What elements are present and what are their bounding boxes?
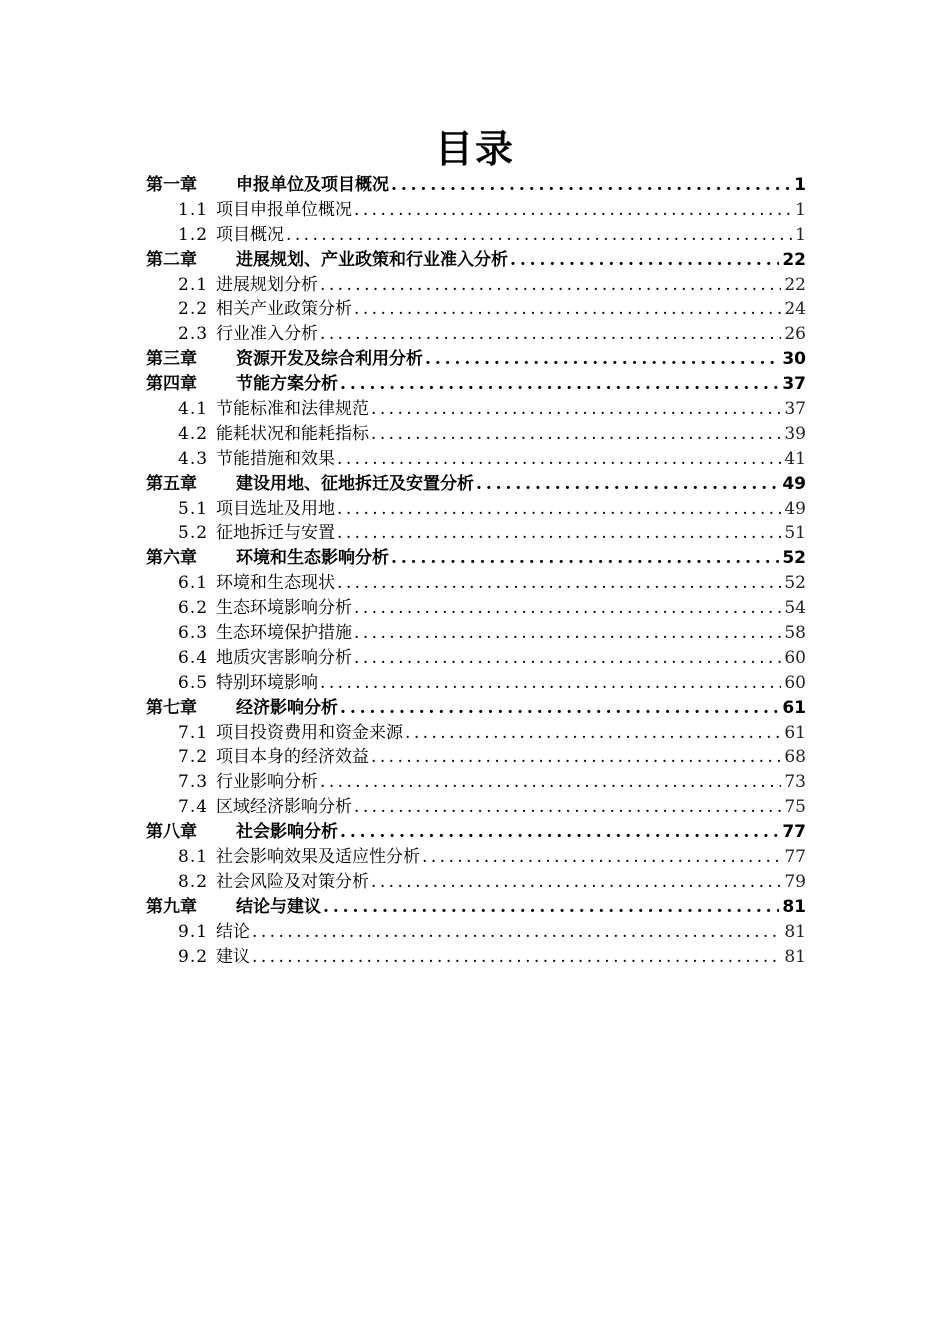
toc-entry-title: 行业影响分析 bbox=[216, 772, 319, 793]
toc-entry-number: 4.2 bbox=[178, 423, 209, 444]
toc-entry-title: 结论 bbox=[216, 921, 251, 942]
toc-dot-leader bbox=[391, 173, 791, 198]
toc-dot-leader bbox=[340, 696, 779, 721]
toc-entry-title: 进展规划分析 bbox=[216, 274, 319, 295]
toc-page-number: 22 bbox=[782, 249, 806, 270]
toc-page-number: 58 bbox=[784, 623, 806, 644]
toc-dot-leader bbox=[320, 273, 781, 298]
toc-entry-title: 环境和生态现状 bbox=[216, 573, 336, 594]
toc-entry-title: 节能措施和效果 bbox=[216, 448, 336, 469]
toc-entry-title: 环境和生态影响分析 bbox=[236, 548, 389, 569]
toc-chapter-entry[interactable] bbox=[146, 173, 806, 198]
toc-page-number: 1 bbox=[794, 175, 806, 195]
toc-entry-number: 1.1 bbox=[178, 199, 209, 220]
toc-page-number: 73 bbox=[784, 772, 806, 793]
toc-page-number: 24 bbox=[784, 299, 806, 320]
toc-entry-number: 7.4 bbox=[178, 797, 209, 818]
toc-entry-title: 进展规划、产业政策和行业准入分析 bbox=[236, 249, 508, 270]
toc-entry-title: 社会影响分析 bbox=[236, 822, 338, 843]
toc-section-entry[interactable] bbox=[146, 621, 806, 646]
toc-chapter-entry[interactable] bbox=[146, 248, 806, 273]
toc-entry-title: 节能方案分析 bbox=[236, 374, 338, 395]
toc-page-number: 1 bbox=[795, 224, 806, 245]
toc-dot-leader bbox=[340, 820, 779, 845]
toc-dot-leader bbox=[354, 297, 781, 322]
toc-entry-number: 5.2 bbox=[178, 523, 209, 544]
toc-page-number: 68 bbox=[784, 747, 806, 768]
toc-page-number: 1 bbox=[795, 199, 806, 220]
toc-entry-title: 社会风险及对策分析 bbox=[216, 871, 370, 892]
toc-chapter-entry[interactable] bbox=[146, 472, 806, 497]
toc-entry-number: 第四章 bbox=[146, 374, 197, 395]
toc-dot-leader bbox=[391, 546, 779, 571]
toc-page-number: 60 bbox=[784, 647, 806, 668]
toc-page-number: 39 bbox=[784, 423, 806, 444]
toc-dot-leader bbox=[286, 223, 792, 248]
toc-entry-number: 第一章 bbox=[146, 175, 197, 195]
toc-section-entry[interactable] bbox=[146, 447, 806, 472]
toc-dot-leader bbox=[354, 621, 781, 646]
toc-page-number: 51 bbox=[784, 523, 806, 544]
toc-entry-title: 相关产业政策分析 bbox=[216, 299, 353, 320]
toc-chapter-entry[interactable] bbox=[146, 546, 806, 571]
toc-section-entry[interactable] bbox=[146, 223, 806, 248]
toc-entry-title: 项目申报单位概况 bbox=[216, 199, 353, 220]
toc-page-number: 41 bbox=[784, 448, 806, 469]
toc-section-entry[interactable] bbox=[146, 770, 806, 795]
toc-entry-title: 生态环境影响分析 bbox=[216, 598, 353, 619]
toc-dot-leader bbox=[371, 397, 781, 422]
toc-entry-title: 结论与建议 bbox=[236, 896, 321, 917]
toc-page-number: 77 bbox=[784, 847, 806, 868]
toc-page-number: 52 bbox=[784, 573, 806, 594]
toc-dot-leader bbox=[340, 372, 779, 397]
toc-entry-title: 申报单位及项目概况 bbox=[236, 175, 389, 195]
toc-page-number: 49 bbox=[782, 473, 806, 494]
toc-entry-number: 第二章 bbox=[146, 249, 197, 270]
toc-section-entry[interactable] bbox=[146, 322, 806, 347]
toc-section-entry[interactable] bbox=[146, 596, 806, 621]
toc-section-entry[interactable] bbox=[146, 273, 806, 298]
toc-entry-title: 节能标准和法律规范 bbox=[216, 399, 370, 420]
toc-entry-number: 7.2 bbox=[178, 747, 209, 768]
toc-section-entry[interactable] bbox=[146, 945, 806, 970]
toc-entry-number: 第五章 bbox=[146, 473, 197, 494]
toc-section-entry[interactable] bbox=[146, 870, 806, 895]
toc-entry-title: 社会影响效果及适应性分析 bbox=[216, 847, 421, 868]
page-title: 目录 bbox=[434, 127, 515, 171]
toc-dot-leader bbox=[320, 770, 781, 795]
toc-page-number: 77 bbox=[782, 822, 806, 843]
toc-page-number: 60 bbox=[784, 672, 806, 693]
toc-chapter-entry[interactable] bbox=[146, 895, 806, 920]
toc-page-number: 79 bbox=[784, 871, 806, 892]
toc-dot-leader bbox=[354, 795, 781, 820]
toc-entry-number: 9.1 bbox=[178, 921, 209, 942]
toc-section-entry[interactable] bbox=[146, 671, 806, 696]
toc-dot-leader bbox=[371, 870, 781, 895]
toc-entry-number: 第六章 bbox=[146, 548, 197, 569]
toc-entry-title: 项目本身的经济效益 bbox=[216, 747, 370, 768]
toc-entry-number: 9.2 bbox=[178, 946, 209, 967]
toc-page-number: 75 bbox=[784, 797, 806, 818]
toc-section-entry[interactable] bbox=[146, 297, 806, 322]
toc-section-entry[interactable] bbox=[146, 745, 806, 770]
toc-entry-number: 第七章 bbox=[146, 697, 197, 718]
toc-section-entry[interactable] bbox=[146, 795, 806, 820]
toc-page-number: 30 bbox=[782, 349, 806, 370]
toc-dot-leader bbox=[422, 845, 781, 870]
toc-entry-number: 第三章 bbox=[146, 349, 197, 370]
toc-dot-leader bbox=[337, 571, 781, 596]
toc-section-entry[interactable] bbox=[146, 521, 806, 546]
toc-entry-title: 资源开发及综合利用分析 bbox=[236, 349, 423, 370]
toc-dot-leader bbox=[337, 447, 781, 472]
toc-entry-number: 2.2 bbox=[178, 299, 209, 320]
toc-entry-number: 7.1 bbox=[178, 722, 209, 743]
toc-entry-title: 能耗状况和能耗指标 bbox=[216, 423, 370, 444]
toc-dot-leader bbox=[371, 745, 781, 770]
toc-section-entry[interactable] bbox=[146, 497, 806, 522]
toc-dot-leader bbox=[320, 322, 781, 347]
toc-chapter-entry[interactable] bbox=[146, 347, 806, 372]
toc-dot-leader bbox=[405, 721, 781, 746]
toc-page-number: 22 bbox=[784, 274, 806, 295]
toc-page-number: 26 bbox=[784, 324, 806, 345]
toc-dot-leader bbox=[354, 646, 781, 671]
toc-section-entry[interactable] bbox=[146, 845, 806, 870]
toc-section-entry[interactable] bbox=[146, 920, 806, 945]
table-of-contents bbox=[146, 173, 806, 970]
toc-page-number: 81 bbox=[784, 921, 806, 942]
toc-chapter-entry[interactable] bbox=[146, 696, 806, 721]
toc-entry-title: 建设用地、征地拆迁及安置分析 bbox=[236, 473, 474, 494]
toc-page-number: 81 bbox=[782, 896, 806, 917]
toc-entry-number: 6.2 bbox=[178, 598, 209, 619]
toc-entry-title: 项目概况 bbox=[216, 224, 285, 245]
toc-entry-number: 2.1 bbox=[178, 274, 209, 295]
toc-entry-number: 7.3 bbox=[178, 772, 209, 793]
toc-page-number: 61 bbox=[784, 722, 806, 743]
toc-page-number: 81 bbox=[784, 946, 806, 967]
toc-section-entry[interactable] bbox=[146, 721, 806, 746]
toc-entry-number: 6.3 bbox=[178, 623, 209, 644]
toc-entry-number: 8.1 bbox=[178, 847, 209, 868]
toc-dot-leader bbox=[252, 945, 781, 970]
toc-entry-number: 第九章 bbox=[146, 896, 197, 917]
toc-page-number: 61 bbox=[782, 697, 806, 718]
toc-entry-title: 项目选址及用地 bbox=[216, 498, 336, 519]
toc-entry-title: 征地拆迁与安置 bbox=[216, 523, 336, 544]
toc-entry-number: 第八章 bbox=[146, 822, 197, 843]
toc-chapter-entry[interactable] bbox=[146, 820, 806, 845]
toc-page-number: 54 bbox=[784, 598, 806, 619]
toc-entry-number: 6.4 bbox=[178, 647, 209, 668]
toc-dot-leader bbox=[320, 671, 781, 696]
toc-page-number: 52 bbox=[782, 548, 806, 569]
toc-page-number: 49 bbox=[784, 498, 806, 519]
toc-dot-leader bbox=[252, 920, 781, 945]
toc-section-entry[interactable] bbox=[146, 397, 806, 422]
toc-entry-number: 4.3 bbox=[178, 448, 209, 469]
toc-dot-leader bbox=[510, 248, 779, 273]
toc-section-entry[interactable] bbox=[146, 646, 806, 671]
toc-entry-title: 建议 bbox=[216, 946, 251, 967]
toc-section-entry[interactable] bbox=[146, 422, 806, 447]
toc-dot-leader bbox=[323, 895, 779, 920]
toc-entry-number: 4.1 bbox=[178, 399, 209, 420]
toc-entry-number: 1.2 bbox=[178, 224, 209, 245]
toc-dot-leader bbox=[337, 497, 781, 522]
toc-entry-title: 特别环境影响 bbox=[216, 672, 319, 693]
toc-section-entry[interactable] bbox=[146, 198, 806, 223]
toc-entry-title: 项目投资费用和资金来源 bbox=[216, 722, 404, 743]
toc-entry-title: 区域经济影响分析 bbox=[216, 797, 353, 818]
toc-dot-leader bbox=[371, 422, 781, 447]
toc-entry-title: 地质灾害影响分析 bbox=[216, 647, 353, 668]
toc-dot-leader bbox=[476, 472, 779, 497]
toc-dot-leader bbox=[337, 521, 781, 546]
toc-entry-number: 2.3 bbox=[178, 324, 209, 345]
toc-section-entry[interactable] bbox=[146, 571, 806, 596]
toc-entry-number: 5.1 bbox=[178, 498, 209, 519]
toc-dot-leader bbox=[354, 596, 781, 621]
toc-dot-leader bbox=[425, 347, 779, 372]
toc-entry-number: 6.5 bbox=[178, 672, 209, 693]
toc-page-number: 37 bbox=[784, 399, 806, 420]
toc-entry-number: 8.2 bbox=[178, 871, 209, 892]
toc-entry-number: 6.1 bbox=[178, 573, 209, 594]
toc-dot-leader bbox=[354, 198, 792, 223]
toc-entry-title: 经济影响分析 bbox=[236, 697, 338, 718]
toc-entry-title: 行业准入分析 bbox=[216, 324, 319, 345]
toc-entry-title: 生态环境保护措施 bbox=[216, 623, 353, 644]
toc-page-number: 37 bbox=[782, 374, 806, 395]
toc-chapter-entry[interactable] bbox=[146, 372, 806, 397]
